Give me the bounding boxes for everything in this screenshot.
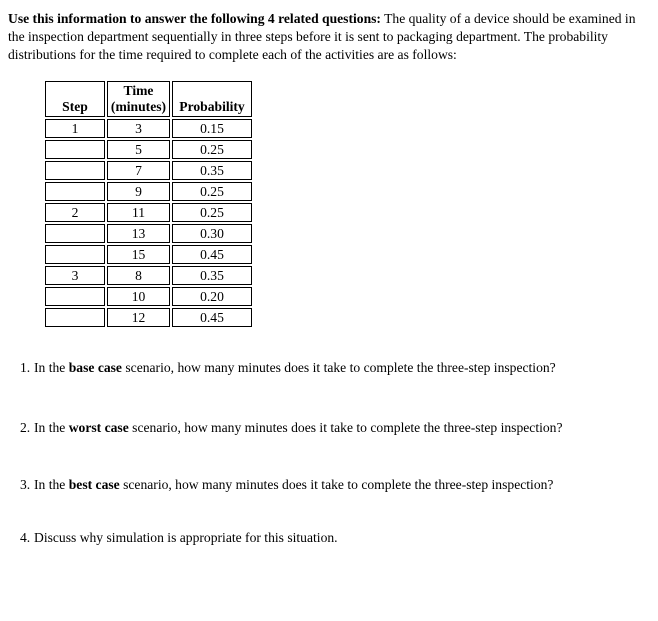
cell-probability: 0.25 <box>172 182 252 201</box>
cell-step: 1 <box>45 119 105 138</box>
cell-probability: 0.35 <box>172 266 252 285</box>
question-number: 3. <box>20 477 31 492</box>
question-number: 2. <box>20 420 31 435</box>
table-row <box>45 140 252 159</box>
cell-time: 11 <box>107 203 170 222</box>
questions-list <box>8 359 650 547</box>
probability-table-header <box>45 81 252 117</box>
table-row <box>45 203 252 222</box>
question-bold: base case <box>68 360 122 375</box>
cell-time: 9 <box>107 182 170 201</box>
cell-step <box>45 182 105 201</box>
cell-time: 3 <box>107 119 170 138</box>
question-text <box>34 419 590 437</box>
cell-probability: 0.15 <box>172 119 252 138</box>
cell-time: 10 <box>107 287 170 306</box>
question-post: scenario, how many minutes does it take to complete the three-step inspection? <box>128 420 563 435</box>
question-number: 4. <box>20 530 31 545</box>
cell-step: 2 <box>45 203 105 222</box>
cell-step <box>45 161 105 180</box>
question-text <box>34 359 590 377</box>
table-row <box>45 287 252 306</box>
table-row <box>45 182 252 201</box>
header-step: Step <box>45 81 105 117</box>
cell-step: 3 <box>45 266 105 285</box>
probability-table <box>43 79 254 329</box>
header-time-line2: (minutes) <box>110 99 167 114</box>
inspection-table-body <box>45 119 252 327</box>
intro-bold-lead: Use this information to answer the following 4 related questions: <box>8 11 381 26</box>
cell-probability: 0.45 <box>172 308 252 327</box>
cell-step <box>45 245 105 264</box>
cell-time: 13 <box>107 224 170 243</box>
cell-step <box>45 308 105 327</box>
header-probability: Probability <box>172 81 252 117</box>
question-text <box>34 476 590 494</box>
question-item <box>8 359 650 377</box>
question-post: scenario, how many minutes does it take to complete the three-step inspection? <box>121 360 556 375</box>
header-row <box>45 81 252 117</box>
cell-probability: 0.35 <box>172 161 252 180</box>
table-row <box>45 308 252 327</box>
cell-probability: 0.25 <box>172 140 252 159</box>
cell-probability: 0.30 <box>172 224 252 243</box>
cell-time: 15 <box>107 245 170 264</box>
question-text <box>34 529 590 547</box>
question-post: Discuss why simulation is appropriate for this situation. <box>34 530 338 545</box>
cell-time: 7 <box>107 161 170 180</box>
question-item <box>8 419 650 437</box>
cell-step <box>45 287 105 306</box>
cell-probability: 0.45 <box>172 245 252 264</box>
table-row <box>45 266 252 285</box>
header-time-line1: Time <box>123 83 154 98</box>
intro-body-text: The quality of a device should be examined in the inspection department sequentially in three steps before it is sent to packaging department. The probability distributions for the time required to complete each of the activities are as follows: <box>8 11 636 62</box>
question-item <box>8 529 650 547</box>
question-bold: best case <box>68 477 120 492</box>
question-pre: In the <box>34 420 69 435</box>
table-row <box>45 119 252 138</box>
cell-step <box>45 224 105 243</box>
header-time <box>107 81 170 117</box>
cell-probability: 0.20 <box>172 287 252 306</box>
table-row <box>45 161 252 180</box>
question-pre: In the <box>34 477 69 492</box>
table-row <box>45 245 252 264</box>
question-number: 1. <box>20 360 31 375</box>
cell-time: 12 <box>107 308 170 327</box>
cell-time: 8 <box>107 266 170 285</box>
intro-paragraph <box>8 10 650 64</box>
question-bold: worst case <box>68 420 129 435</box>
question-item <box>8 476 650 494</box>
table-row <box>45 224 252 243</box>
cell-step <box>45 140 105 159</box>
question-post: scenario, how many minutes does it take to complete the three-step inspection? <box>119 477 554 492</box>
cell-time: 5 <box>107 140 170 159</box>
question-pre: In the <box>34 360 69 375</box>
cell-probability: 0.25 <box>172 203 252 222</box>
